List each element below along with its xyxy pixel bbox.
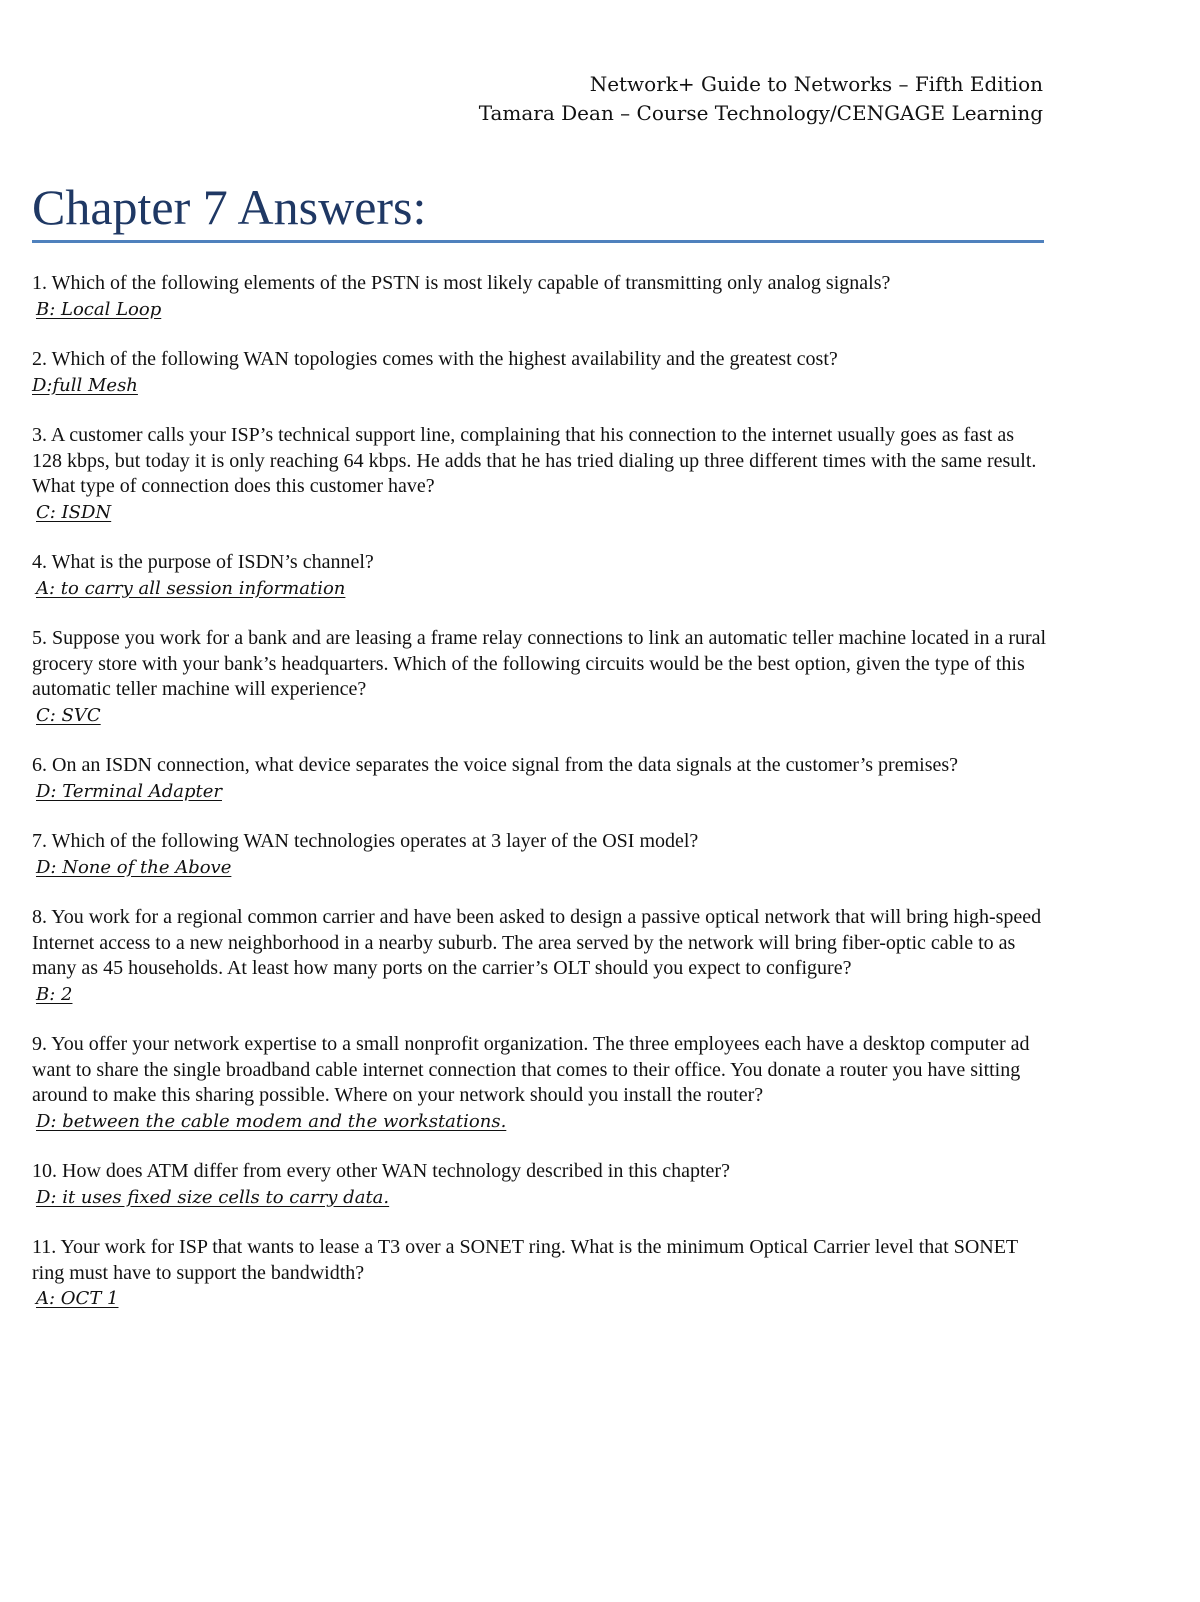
header-author-publisher: Tamara Dean – Course Technology/CENGAGE Learning <box>478 101 1043 125</box>
question-item-1 <box>32 271 1047 322</box>
header-book-title: Network+ Guide to Networks – Fifth Edition <box>589 72 1043 96</box>
question-list <box>32 271 1047 1337</box>
question-item-6 <box>32 753 1047 804</box>
answer-text: B: Local Loop <box>36 298 162 320</box>
answer-text: D: Terminal Adapter <box>36 780 222 802</box>
question-item-9 <box>32 1032 1047 1134</box>
question-item-3 <box>32 423 1047 525</box>
question-item-5 <box>32 626 1047 728</box>
chapter-title: Chapter 7 Answers: <box>32 179 427 235</box>
title-divider <box>32 240 1044 243</box>
question-text: 4. What is the purpose of ISDN’s channel? <box>32 551 374 573</box>
question-text: 2. Which of the following WAN topologies comes with the highest availability and the greatest cost? <box>32 348 838 370</box>
question-text: 6. On an ISDN connection, what device separates the voice signal from the data signals at the customer’s premises? <box>32 754 959 776</box>
question-text: 5. Suppose you work for a bank and are leasing a frame relay connections to link an automatic teller machine located in a rural grocery store with your bank’s headquarters. Which of the following circuits would be the best option, given the type of this automatic teller machine will experience? <box>32 627 1047 700</box>
question-item-4 <box>32 550 1047 601</box>
answer-text: C: ISDN <box>36 501 112 523</box>
question-text: 8. You work for a regional common carrier and have been asked to design a passive optical network that will bring high-speed Internet access to a new neighborhood in a nearby suburb. The area served by the network will bring fiber-optic cable to as many as 45 households. At least how many ports on the carrier’s OLT should you expect to configure? <box>32 906 1042 979</box>
question-text: 3. A customer calls your ISP’s technical support line, complaining that his connection to the internet usually goes as fast as 128 kbps, but today it is only reaching 64 kbps. He adds that he has tried dialing up three different times with the same result. What type of connection does this customer have? <box>32 424 1037 497</box>
question-text: 7. Which of the following WAN technologies operates at 3 layer of the OSI model? <box>32 830 699 852</box>
answer-text: D: it uses fixed size cells to carry data. <box>36 1186 390 1208</box>
question-item-11 <box>32 1235 1047 1312</box>
answer-text: D: None of the Above <box>36 856 232 878</box>
answer-text: D: between the cable modem and the workstations. <box>36 1110 507 1132</box>
question-text: 9. You offer your network expertise to a small nonprofit organization. The three employees each have a desktop computer ad want to share the single broadband cable internet connection that comes to their office. You donate a router you have sitting around to make this sharing possible. Where on your network should you install the router? <box>32 1033 1030 1106</box>
question-item-2 <box>32 347 1047 398</box>
answer-text: A: OCT 1 <box>36 1288 119 1309</box>
question-item-7 <box>32 829 1047 880</box>
question-text: 1. Which of the following elements of the PSTN is most likely capable of transmitting only analog signals? <box>32 272 891 294</box>
question-text: 10. How does ATM differ from every other WAN technology described in this chapter? <box>32 1160 730 1182</box>
question-item-8 <box>32 905 1047 1007</box>
question-item-10 <box>32 1159 1047 1210</box>
answer-text: A: to carry all session information <box>36 577 346 599</box>
answer-text: B: 2 <box>36 983 73 1005</box>
answer-text: D:full Mesh <box>32 374 138 396</box>
question-text: 11. Your work for ISP that wants to lease a T3 over a SONET ring. What is the minimum Optical Carrier level that SONET ring must have to support the bandwidth? <box>32 1236 1018 1284</box>
answer-text: C: SVC <box>36 704 101 726</box>
document-header <box>479 70 1043 128</box>
